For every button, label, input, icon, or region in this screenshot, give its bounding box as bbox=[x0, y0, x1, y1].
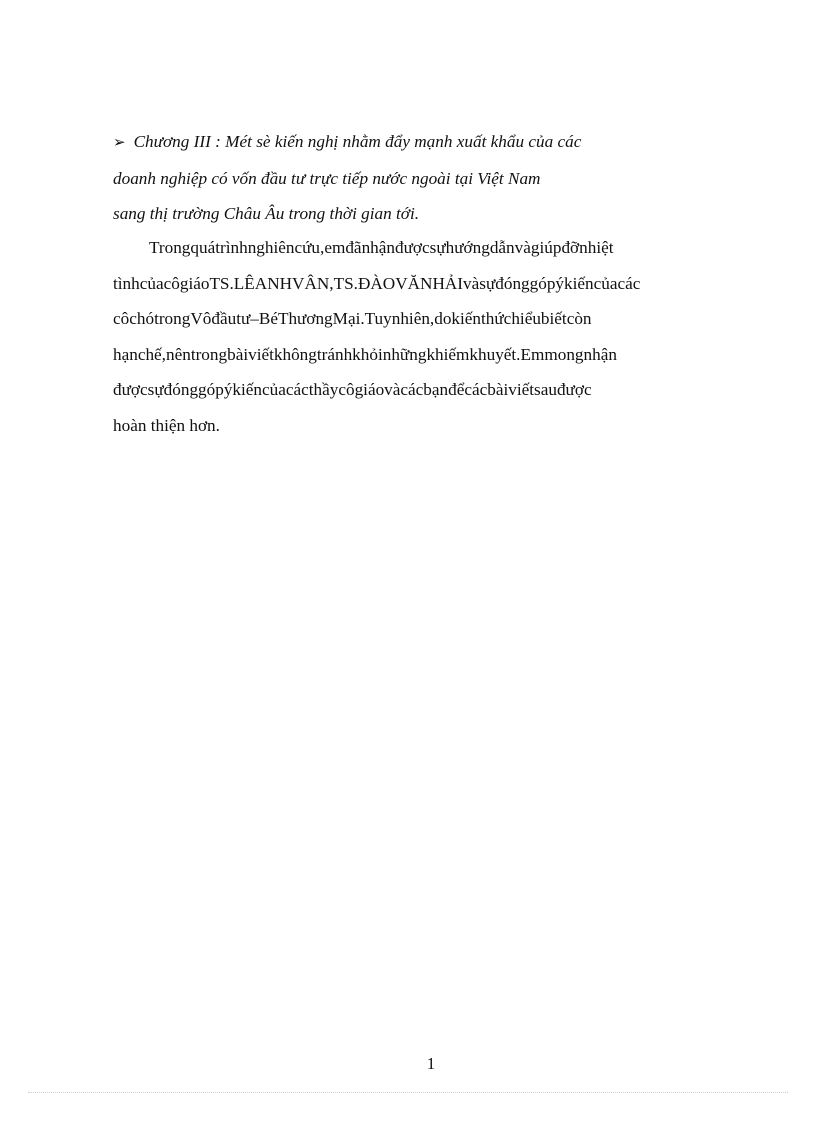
paragraph-word: kiến bbox=[564, 273, 594, 293]
paragraph-word: thức bbox=[481, 309, 512, 329]
paragraph-word: trình bbox=[215, 238, 248, 257]
chapter-word: các bbox=[557, 132, 582, 151]
paragraph-word: và bbox=[463, 273, 480, 293]
chapter-word: xuất bbox=[456, 132, 487, 151]
paragraph-word: của bbox=[139, 273, 164, 293]
paragraph-word: sự bbox=[429, 238, 446, 257]
paragraph-word: còn bbox=[566, 309, 592, 329]
paragraph-word: được bbox=[556, 380, 592, 400]
paragraph-word: đỡ bbox=[561, 238, 580, 257]
chapter-word: của bbox=[528, 132, 554, 151]
paragraph-word: đã bbox=[345, 238, 362, 257]
paragraph-word: nhiên, bbox=[391, 309, 435, 329]
paragraph-word: trong bbox=[154, 309, 191, 329]
paragraph-word: của bbox=[593, 273, 618, 293]
chapter-word: mạnh bbox=[414, 132, 453, 151]
paragraph-word: sự bbox=[479, 273, 496, 293]
paragraph-word: bài bbox=[487, 380, 509, 400]
paragraph-line-1 bbox=[113, 230, 741, 266]
paragraph-word: hiểu bbox=[511, 309, 541, 329]
paragraph-word: ý bbox=[223, 380, 233, 400]
paragraph-word: viết bbox=[248, 344, 274, 364]
chapter-word-group-1 bbox=[113, 132, 194, 151]
paragraph-word: các bbox=[285, 380, 309, 400]
paragraph-word: bài bbox=[227, 344, 249, 364]
paragraph-word: mong bbox=[544, 344, 584, 364]
paragraph-word: nhận bbox=[583, 344, 617, 364]
paragraph-word: của bbox=[262, 380, 286, 400]
paragraph-word: Vô bbox=[190, 309, 212, 329]
paragraph-word: VĂN bbox=[395, 273, 433, 293]
chapter-word: khẩu bbox=[490, 132, 525, 151]
chapter-line-2-left: doanh nghiệp có vốn đầu tư trực tiếp nước ngoài tại Việt bbox=[113, 169, 504, 188]
paragraph-word: giúp bbox=[530, 238, 562, 257]
paragraph-word: Tuy bbox=[364, 309, 392, 329]
paragraph-word: kiến bbox=[232, 380, 262, 400]
paragraph-line-6: hoàn thiện hơn. bbox=[113, 415, 220, 435]
chapter-word: nghị bbox=[307, 132, 339, 151]
chapter-word: nhằm bbox=[342, 132, 381, 151]
paragraph-word: không bbox=[273, 344, 317, 364]
paragraph-word: đóng bbox=[495, 273, 530, 293]
paragraph-word: các bbox=[400, 380, 424, 400]
paragraph-word: giáo bbox=[179, 273, 210, 293]
chapter-word: : bbox=[215, 132, 221, 151]
paragraph-word: để bbox=[448, 380, 465, 400]
paragraph-word: các bbox=[617, 273, 641, 293]
paragraph-word: dẫn bbox=[489, 238, 515, 257]
paragraph-word: – bbox=[250, 309, 259, 329]
paragraph-word: đóng bbox=[163, 380, 199, 400]
paragraph-word: khỏi bbox=[352, 344, 383, 364]
paragraph-word: nên bbox=[165, 344, 191, 364]
page-number: 1 bbox=[426, 1054, 436, 1073]
paragraph-word: hướng bbox=[445, 238, 490, 257]
paragraph-word: quá bbox=[190, 238, 216, 257]
arrow-bullet-icon: ➢ bbox=[113, 135, 126, 151]
paragraph-word: nhận bbox=[361, 238, 395, 257]
paragraph-word: ĐÀO bbox=[357, 273, 396, 293]
paragraph-word: khuyết. bbox=[469, 344, 521, 364]
paragraph-word: giáo bbox=[354, 380, 385, 400]
paragraph-word: VÂN, bbox=[292, 273, 334, 293]
paragraph-word: ý bbox=[555, 273, 565, 293]
paragraph-word: bạn bbox=[423, 380, 449, 400]
chapter-word: kiến bbox=[274, 132, 304, 151]
paragraph-word: nghiên bbox=[247, 238, 295, 257]
paragraph-word: HẢI bbox=[432, 273, 464, 293]
paragraph-word: nhiệt bbox=[579, 238, 614, 257]
paragraph-word: chế, bbox=[137, 344, 166, 364]
paragraph-line-4 bbox=[113, 337, 741, 373]
chapter-word: Chương bbox=[133, 132, 190, 151]
paragraph-word: LÊ bbox=[233, 273, 255, 293]
paragraph-word: tránh bbox=[316, 344, 353, 364]
paragraph-word: TS. bbox=[209, 273, 234, 293]
paragraph-word: TS. bbox=[333, 273, 358, 293]
paragraph-word: sự bbox=[147, 380, 164, 400]
paragraph-word: được bbox=[113, 380, 148, 400]
chapter-line-2-right: Nam bbox=[507, 169, 541, 188]
paragraph-word: những bbox=[382, 344, 427, 364]
paragraph-word: sau bbox=[534, 380, 557, 400]
chapter-word: sè bbox=[256, 132, 271, 151]
chapter-word: III bbox=[193, 132, 211, 151]
paragraph-word: hạn bbox=[113, 344, 138, 364]
paragraph-word: cứu, bbox=[294, 238, 325, 257]
paragraph-word: Em bbox=[520, 344, 545, 364]
chapter-word: đẩy bbox=[385, 132, 410, 151]
paragraph-word: Bé bbox=[258, 309, 278, 329]
chapter-item-line-2 bbox=[113, 161, 741, 196]
paragraph-word: trong bbox=[190, 344, 228, 364]
paragraph-word: và bbox=[514, 238, 531, 257]
paragraph-word: Mại. bbox=[332, 309, 365, 329]
paragraph-word: viết bbox=[508, 380, 535, 400]
paragraph-word: thầy bbox=[308, 380, 339, 400]
chapter-word: Mét bbox=[225, 132, 252, 151]
paragraph-word: khiếm bbox=[426, 344, 470, 364]
paragraph-word: các bbox=[464, 380, 488, 400]
paragraph-word: góp bbox=[529, 273, 556, 293]
chapter-list-item bbox=[113, 124, 741, 231]
paragraph-word: tình bbox=[113, 273, 140, 293]
paragraph-word: cô bbox=[113, 309, 130, 329]
paragraph-word: tư bbox=[236, 309, 251, 329]
paragraph-word: đầu bbox=[211, 309, 237, 329]
paragraph-word: Trong bbox=[149, 238, 191, 257]
paragraph-word: được bbox=[394, 238, 430, 257]
paragraph-word: do bbox=[434, 309, 452, 329]
paragraph-word: em bbox=[324, 238, 346, 257]
paragraph-line-5 bbox=[113, 372, 741, 408]
paragraph-word: Thương bbox=[277, 309, 333, 329]
paragraph-word: biết bbox=[540, 309, 567, 329]
paragraph-word: kiến bbox=[451, 309, 481, 329]
paragraph-line-2 bbox=[113, 266, 741, 302]
chapter-item-line-3: sang thị trường Châu Âu trong thời gian tới. bbox=[113, 204, 420, 223]
paragraph-word: và bbox=[384, 380, 401, 400]
paragraph-word: chó bbox=[129, 309, 155, 329]
paragraph-line-3 bbox=[113, 301, 741, 337]
footer-divider bbox=[28, 1092, 788, 1093]
paragraph-word: cô bbox=[338, 380, 355, 400]
paragraph-word: góp bbox=[198, 380, 224, 400]
paragraph-word: ANH bbox=[254, 273, 293, 293]
paragraph-word: cô bbox=[163, 273, 180, 293]
chapter-item-line-1 bbox=[113, 124, 741, 161]
acknowledgement-paragraph bbox=[113, 230, 741, 444]
